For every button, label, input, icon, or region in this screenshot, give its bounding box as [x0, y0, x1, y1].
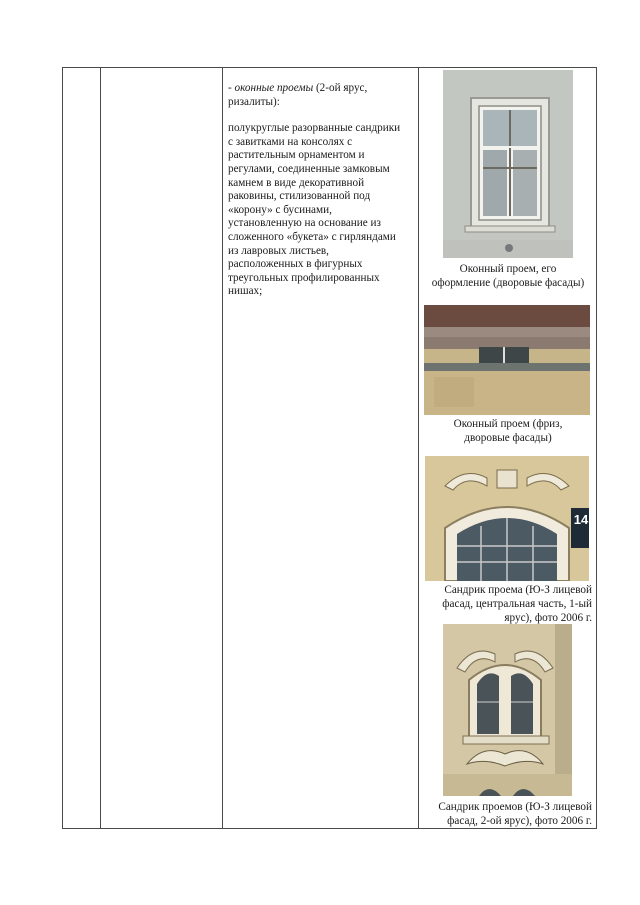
- table-border-left: [62, 67, 63, 829]
- table-top-border: [62, 67, 597, 68]
- description-line: камнем в виде декоративной: [228, 176, 365, 189]
- table-column-divider-3: [418, 67, 419, 829]
- description-line: установленную на основание из: [228, 217, 381, 230]
- description-line: треугольных профилированных: [228, 271, 380, 284]
- table-column-divider-2: [222, 67, 223, 829]
- description-line: с завитками на консолях с: [228, 135, 353, 148]
- description-line: сложенного «букета» с гирляндами: [228, 230, 396, 243]
- table-bottom-border: [62, 828, 597, 829]
- description-cell: [228, 82, 414, 299]
- description-line: регулами, соединенные замковым: [228, 162, 390, 175]
- description-line: полукруглые разорванные сандрики: [228, 122, 401, 135]
- description-line: нишах;: [228, 285, 263, 298]
- description-line: расположенных в фигурных: [228, 258, 363, 271]
- table-column-divider-1: [100, 67, 101, 829]
- photo-sandrik-tier2: [443, 624, 572, 796]
- heading-italic: оконные проемы: [234, 82, 314, 94]
- photo-frieze-window: [424, 305, 590, 415]
- photo-caption-3: Сандрик проема (Ю-З лицевой фасад, центральная часть, 1-ый ярус), фото 2006 г.: [442, 584, 592, 624]
- description-heading: - оконные проемы (2-ой ярус, ризалиты):: [228, 82, 368, 108]
- table-border-right: [596, 67, 597, 829]
- photo-caption-1: Оконный проем, его оформление (дворовые фасады): [431, 263, 585, 289]
- photo-courtyard-window: [443, 70, 573, 258]
- photo-sandrik-tier1: [425, 456, 589, 581]
- photo-caption-4: Сандрик проемов (Ю-З лицевой фасад, 2-ой ярус), фото 2006 г.: [438, 801, 592, 827]
- house-number-sign: 14: [573, 512, 589, 527]
- description-line: раковины, стилизованной под: [228, 190, 371, 203]
- description-line: «корону» с бусинами,: [228, 203, 332, 216]
- photo-caption-2: Оконный проем (фриз, дворовые фасады): [453, 418, 563, 444]
- description-line: растительным орнаментом и: [228, 149, 365, 162]
- description-line: из лавровых листьев,: [228, 244, 329, 257]
